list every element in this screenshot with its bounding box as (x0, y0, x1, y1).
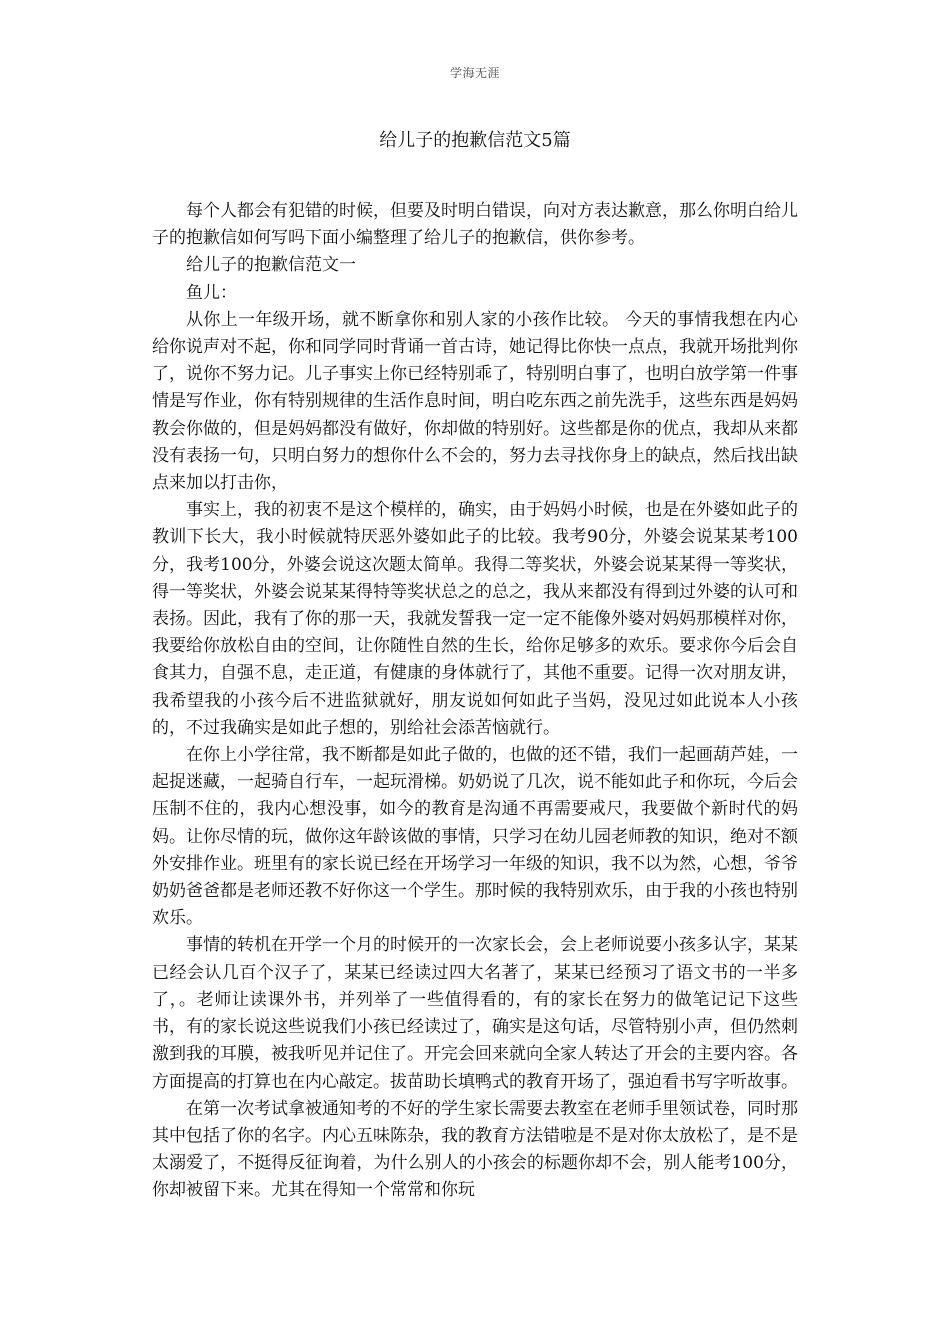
document-title: 给儿子的抱歉信范文5篇 (379, 130, 571, 151)
paragraph: 在第一次考试拿被通知考的不好的学生家长需要去教室在老师手里领试卷，同时那其中包括了你的名字。内心五味陈杂，我的教育方法错啦是不是对你太放松了，是不是太溺爱了，不挺得反征询着，为什么别人的小孩会的标题你却不会，别人能考100分，你却被留下来。尤其在得知一个常常和你玩 (152, 1098, 798, 1201)
page-header: 学海无涯 (449, 66, 500, 80)
section-heading: 给儿子的抱歉信范文一 (186, 255, 356, 276)
document-body (152, 198, 798, 1205)
paragraph: 从你上一年级开场，就不断拿你和别人家的小孩作比较。 今天的事情我想在内心给你说声对不起，你和同学同时背诵一首古诗，她记得比你快一点点，我就开场批判你了，说你不努力记。儿子事实上你已经特别乖了，特别明白事了，也明白放学第一件事情是写作业，你有特别规律的生活作息时间，明白吃东西之前先洗手，这些东西是妈妈教会你做的，但是妈妈都没有做好，你却做的特别好。这些都是你的优点，我却从来都没有表扬一句，只明白努力的想你什么不会的，努力去寻找你身上的缺点，然后找出缺点来加以打击你， (152, 309, 798, 494)
paragraph: 事情的转机在开学一个月的时候开的一次家长会，会上老师说要小孩多认字，某某已经会认几百个汉子了，某某已经读过四大名著了，某某已经预习了语文书的一半多了，。老师让读课外书，并列举了一些值得看的，有的家长在努力的做笔记记下这些书，有的家长说这些说我们小孩已经读过了，确实是这句话，尽管特别小声，但仍然刺激到我的耳膜，被我听见并记住了。开完会回来就向全家人转达了开会的主要内容。各方面提高的打算也在内心敲定。拔苗助长填鸭式的教育开场了，强迫看书写字听故事。 (152, 935, 798, 1092)
paragraph-intro: 每个人都会有犯错的时候，但要及时明白错误，向对方表达歉意，那么你明白给儿子的抱歉信如何写吗下面小编整理了给儿子的抱歉信，供你参考。 (152, 201, 798, 249)
paragraph: 在你上小学往常，我不断都是如此子做的，也做的还不错，我们一起画葫芦娃，一起捉迷藏，一起骑自行车，一起玩滑梯。奶奶说了几次，说不能如此子和你玩，今后会压制不住的，我内心想没事，如今的教育是沟通不再需要戒尺，我要做个新时代的妈妈。让你尽情的玩，做你这年龄该做的事情，只学习在幼儿园老师教的知识，绝对不额外安排作业。班里有的家长说已经在开场学习一年级的知识，我不以为然，心想，爷爷奶奶爸爸都是老师还教不好你这一个学生。那时候的我特别欢乐，由于我的小孩也特别欢乐。 (152, 745, 798, 929)
paragraph: 事实上，我的初衷不是这个模样的，确实，由于妈妈小时候，也是在外婆如此子的教训下长大，我小时候就特厌恶外婆如此子的比较。我考90分，外婆会说某某考100分，我考100分，外婆会说这次题太简单。我得二等奖状，外婆会说某某得一等奖状，得一等奖状，外婆会说某某得特等奖状总之的总之，我从来都没有得到过外婆的认可和表扬。因此，我有了你的那一天，我就发誓我一定一定不能像外婆对妈妈那模样对你，我要给你放松自由的空间，让你随性自然的生长，给你足够多的欢乐。要求你今后会自食其力，自强不息，走正道，有健康的身体就行了，其他不重要。记得一次对朋友讲，我希望我的小孩今后不进监狱就好，朋友说如何如此子当妈，没见过如此说本人小孩的，不过我确实是如此子想的，别给社会添苦恼就行。 (152, 500, 798, 738)
salutation: 鱼儿： (186, 282, 237, 303)
